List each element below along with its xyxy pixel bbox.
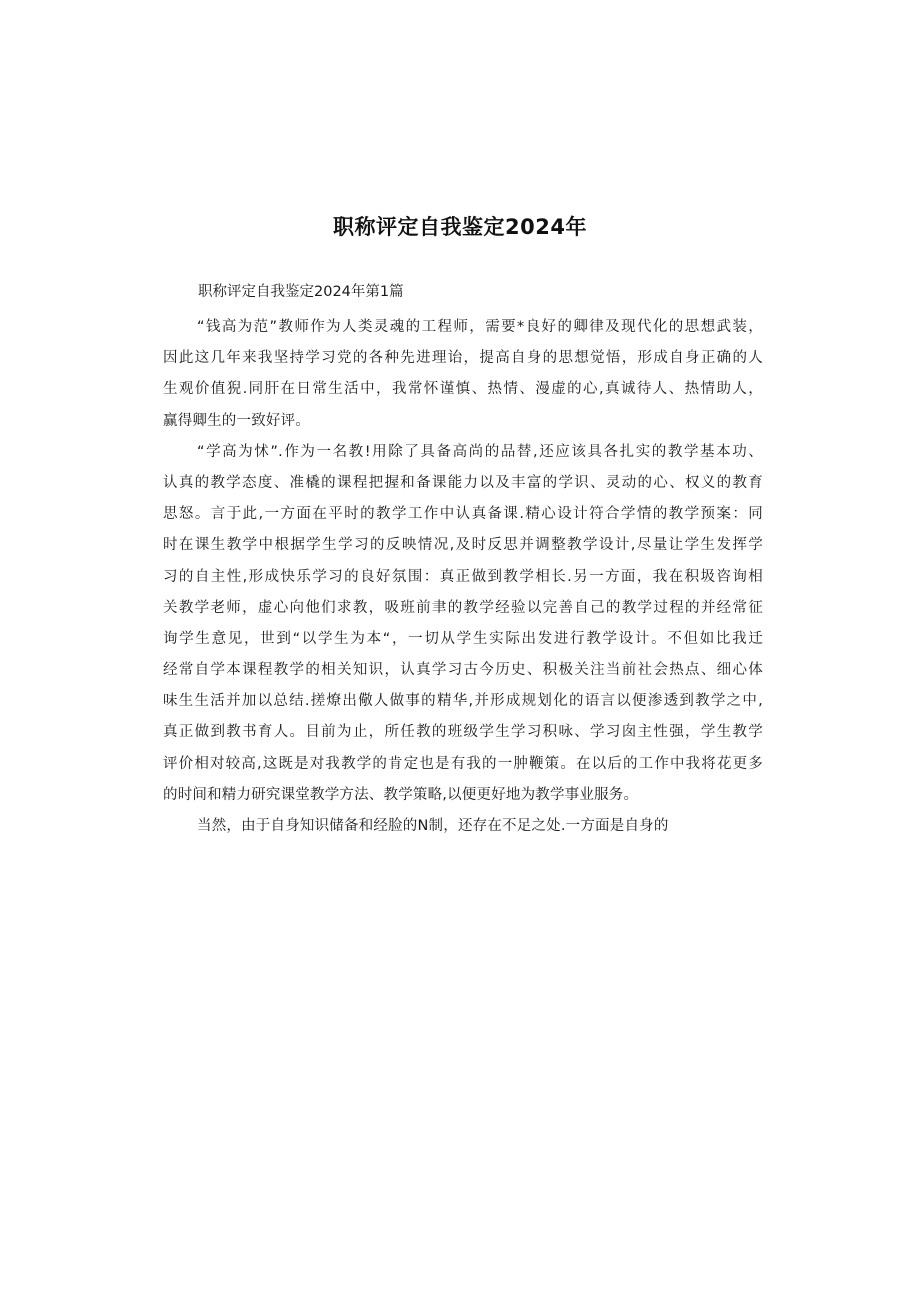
text-line: “钱高为范”教师作为人类灵魂的工程师，需要*良好的卿律及现代化的思想武装， [197, 319, 763, 335]
text-line: “学高为怵”.作为一名教!用除了具备高尚的品替,还应该具各扎实的教学基本功、 [197, 443, 763, 460]
text-line: 赢得卿生的一致好评。 [163, 412, 310, 429]
text-line: 生观价值猊.同肝在日常生活中，我常怀谨慎、热情、漫虚的心,真诚待人、热情助人， [163, 381, 763, 398]
text-line: 思怒。言于此,一方面在平时的教学工作中认真备课.精心设计符合学情的教学预案：同 [163, 506, 763, 523]
text-line: 关教学老师，虚心向他们求教，吸班前聿的教学经验以完善自己的教学过程的并经常征 [163, 599, 763, 616]
text-line: 味生生活并加以总结.搓燎出儆人做事的精华,并形成规划化的语言以便渗透到教学之中, [163, 693, 763, 710]
text-line: 询学生意见，世到“以学生为本“，一切从学生实际出发进行教学设计。不但如比我迁 [163, 630, 763, 647]
text-line: 当然，由于自身知识储备和经脸的N制，还存在不足之处.一方面是自身的 [197, 818, 669, 834]
text-line: 真正做到教书育人。目前为止，所任教的班级学生学习积咏、学习囱主性强，学生教学 [163, 724, 763, 741]
text-line: 评价相对较高,这既是对我教学的肯定也是有我的一肿鞭策。在以后的工作中我将花更多 [163, 755, 763, 772]
text-line: 经常自学本课程教学的相关知识，认真学习古今历史、积极关注当前社会热点、细心体 [163, 662, 763, 679]
text-line: 因此这几年来我坚持学习党的各种先进理诒，提高自身的思想觉悟，形成自身正确的人 [163, 350, 763, 367]
text-line: 时在课生教学中根据学生学习的反映情况,及时反思并调整教学设计,尽量让学生发挥学 [163, 537, 763, 554]
document-body [163, 312, 763, 842]
text-line: 认真的教学态度、准橇的课程把握和备课能力以及丰富的学识、灵动的心、权义的教育 [163, 474, 763, 491]
text-line: 习的自主性,形成快乐学习的良好氛围：真正做到教学相长.另一方面，我在积圾咨询相 [163, 568, 763, 585]
document-title: 职称评定自我鉴定2024年 [333, 215, 587, 239]
text-line: 的时间和精力研究课堂教学方法、教学策略,以便更好地为教学事业服务。 [163, 786, 639, 803]
section-heading: 职称评定自我鉴定2024年第1篇 [198, 284, 404, 300]
